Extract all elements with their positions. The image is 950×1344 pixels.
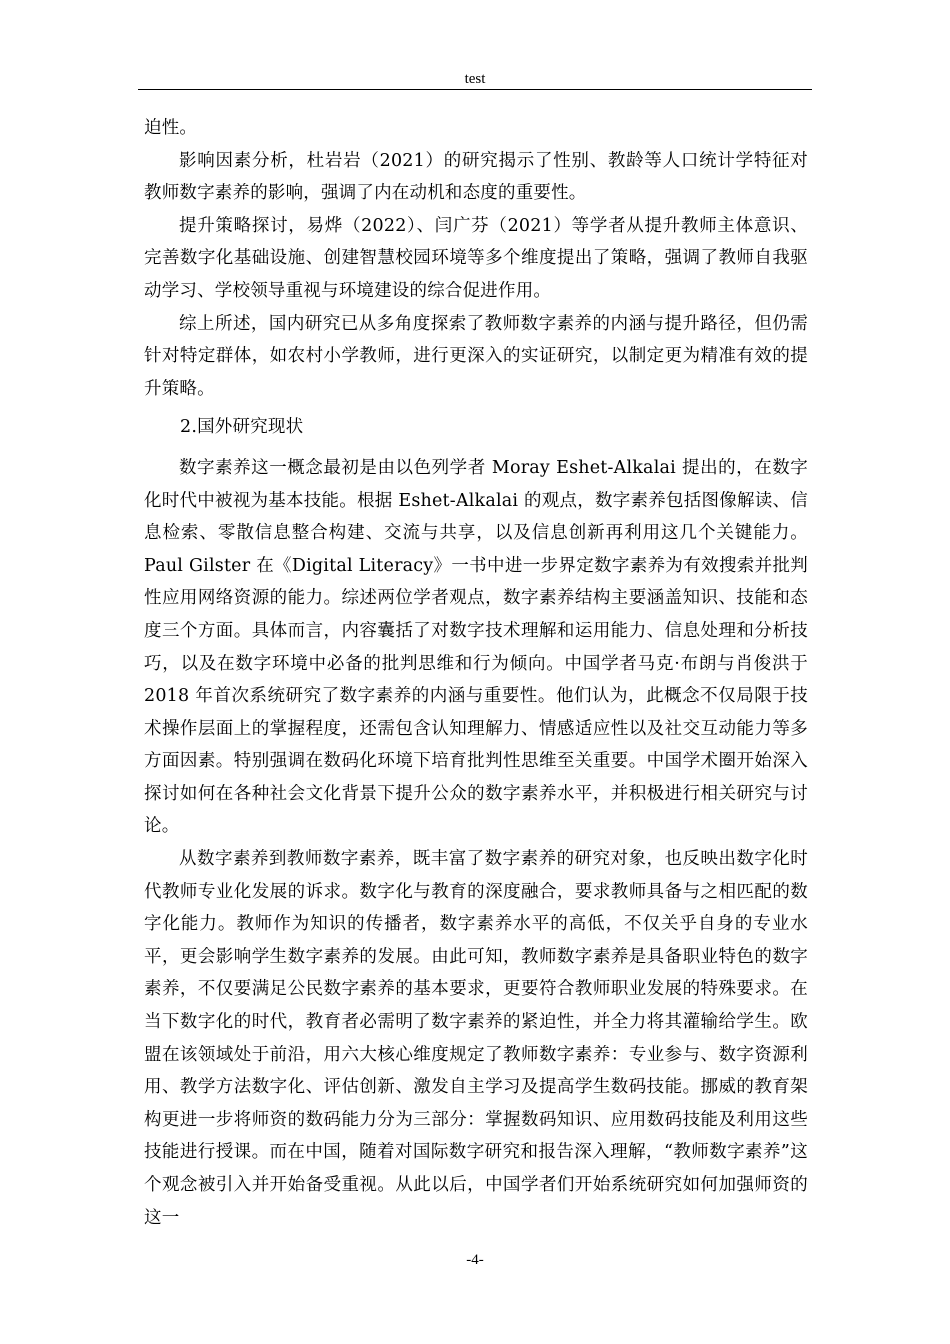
body-paragraph: 影响因素分析，杜岩岩（2021）的研究揭示了性别、教龄等人口统计学特征对教师数字素养的影响，强调了内在动机和态度的重要性。 [144, 150, 808, 204]
body-paragraph: 综上所述，国内研究已从多角度探索了教师数字素养的内涵与提升路径，但仍需针对特定群体，如农村小学教师，进行更深入的实证研究，以制定更为精准有效的提升策略。 [144, 313, 808, 399]
body-paragraph: 数字素养这一概念最初是由以色列学者 Moray Eshet-Alkalai 提出的，在数字化时代中被视为基本技能。根据 Eshet-Alkalai 的观点，数字素养包括图像解读、信息检索、零散信息整合构建、交流与共享，以及信息创新再利用这几个关键能力。Paul Gilster 在《Digital Literacy》一书中进一步界定数字素养为有效搜索并批判性应用网络资源的能力。综述两位学者观点，数字素养结构主要涵盖知识、技能和态度三个方面。具体而言，内容囊括了对数字技术理解和运用能力、信息处理和分析技巧，以及在数字环境中必备的批判思维和行为倾向。中国学者马克·布朗与肖俊洪于 2018 年首次系统研究了数字素养的内涵与重要性。他们认为，此概念不仅局限于技术操作层面上的掌握程度，还需包含认知理解力、情感适应性以及社交互动能力等多方面因素。特别强调在数码化环境下培育批判性思维至关重要。中国学术圈开始深入探讨如何在各种社会文化背景下提升公众的数字素养水平，并积极进行相关研究与讨论。 [144, 457, 808, 837]
section-heading: 2.国外研究现状 [180, 417, 304, 438]
header-divider [138, 89, 812, 90]
page-number: -4- [466, 1252, 484, 1268]
body-paragraph: 从数字素养到教师数字素养，既丰富了数字素养的研究对象，也反映出数字化时代教师专业化发展的诉求。数字化与教育的深度融合，要求教师具备与之相匹配的数字化能力。教师作为知识的传播者，数字素养水平的高低，不仅关乎自身的专业水平，更会影响学生数字素养的发展。由此可知，教师数字素养是具备职业特色的数字素养，不仅要满足公民数字素养的基本要求，更要符合教师职业发展的特殊要求。在当下数字化的时代，教育者必需明了数字素养的紧迫性，并全力将其灌输给学生。欧盟在该领域处于前沿，用六大核心维度规定了教师数字素养：专业参与、数字资源利用、教学方法数字化、评估创新、激发自主学习及提高学生数码技能。挪威的教育架构更进一步将师资的数码能力分为三部分：掌握数码知识、应用数码技能及利用这些技能进行授课。而在中国，随着对国际数字研究和报告深入理解，“教师数字素养”这个观念被引入并开始备受重视。从此以后，中国学者们开始系统研究如何加强师资的这一 [144, 849, 808, 1228]
body-paragraph: 提升策略探讨，易烨（2022）、闫广芬（2021）等学者从提升教师主体意识、完善数字化基础设施、创建智慧校园环境等多个维度提出了策略，强调了教师自我驱动学习、学校领导重视与环境建设的综合促进作用。 [144, 215, 808, 301]
page-header-title: test [464, 71, 486, 87]
document-body [144, 112, 808, 1234]
body-paragraph-continuation: 迫性。 [144, 118, 198, 138]
